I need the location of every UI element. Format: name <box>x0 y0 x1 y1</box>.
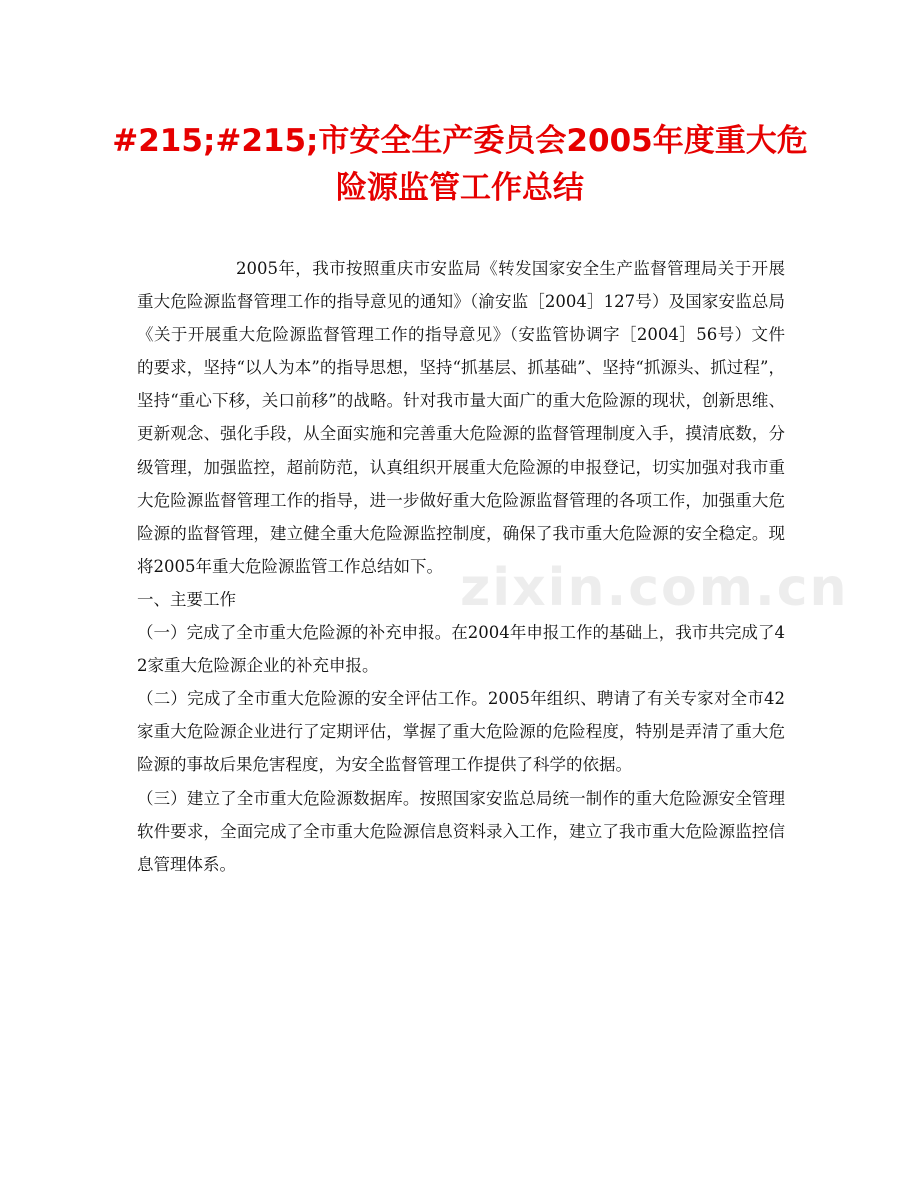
document-body <box>137 252 785 881</box>
document-title: #215;#215;市安全生产委员会2005年度重大危险源监管工作总结 <box>112 123 808 206</box>
item-paragraph-3: （三）建立了全市重大危险源数据库。按照国家安监总局统一制作的重大危险源安全管理软件要求，全面完成了全市重大危险源信息资料录入工作，建立了我市重大危险源监控信息管理体系。 <box>137 788 785 874</box>
intro-paragraph: 2005年，我市按照重庆市安监局《转发国家安全生产监督管理局关于开展重大危险源监督管理工作的指导意见的通知》（渝安监［2004］127号）及国家安监总局《关于开展重大危险源监督管理工作的指导意见》（安监管协调字［2004］56号）文件的要求，坚持“以人为本”的指导思想，坚持“抓基层、抓基础”、坚持“抓源头、抓过程”，坚持“重心下移，关口前移”的战略。针对我市量大面广的重大危险源的现状，创新思维、更新观念、强化手段，从全面实施和完善重大危险源的监督管理制度入手，摸清底数，分级管理，加强监控，超前防范，认真组织开展重大危险源的申报登记，切实加强对我市重大危险源监督管理工作的指导，进一步做好重大危险源监督管理的各项工作，加强重大危险源的监督管理，建立健全重大危险源监控制度，确保了我市重大危险源的安全稳定。现将2005年重大危险源监管工作总结如下。 <box>137 259 785 576</box>
item-paragraph-1: （一）完成了全市重大危险源的补充申报。在2004年申报工作的基础上，我市共完成了42家重大危险源企业的补充申报。 <box>137 623 785 676</box>
section-heading: 一、主要工作 <box>137 589 236 609</box>
item-paragraph-2: （二）完成了全市重大危险源的安全评估工作。2005年组织、聘请了有关专家对全市42家重大危险源企业进行了定期评估，掌握了重大危险源的危险程度，特别是弄清了重大危险源的事故后果危害程度，为安全监督管理工作提供了科学的依据。 <box>137 689 785 775</box>
watermark-text: zixin.com.cn <box>460 558 849 618</box>
